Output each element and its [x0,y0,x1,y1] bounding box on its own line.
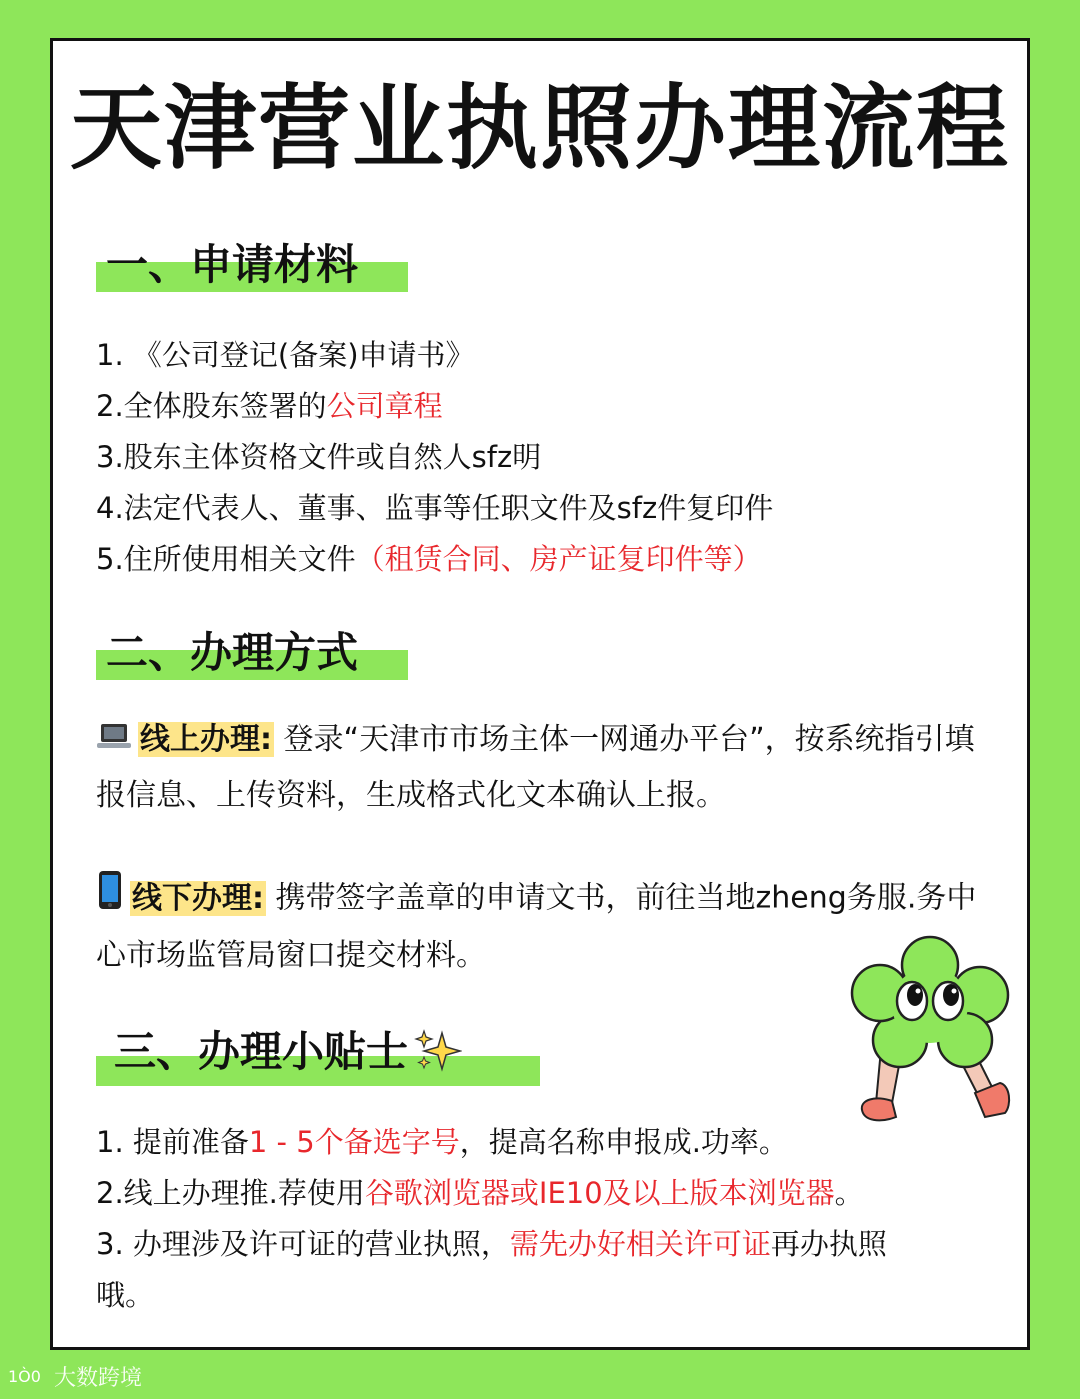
section-heading-text: 二、办理方式 [106,628,359,677]
sparkles-icon [414,1029,462,1080]
list-item: 哦。 [96,1278,155,1312]
watermark-logo-icon [8,1365,48,1393]
list-item: 4.法定代表人、董事、监事等任职文件及sfz件复印件 [96,491,774,525]
list-item: 3. 办理涉及许可证的营业执照，需先办好相关许可证再办执照 [96,1227,887,1261]
section-heading-methods [96,620,416,680]
section-heading-tips [96,1026,546,1086]
section-heading-text: 一、申请材料 [106,240,359,289]
online-text: 登录“天津市市场主体一网通办平台”，按系统指引填报信息、上传资料，生成格式化文本确认上报。 [96,722,975,813]
page-title: 天津营业执照办理流程 [69,75,1010,182]
list-item: 1. 提前准备1 - 5个备选字号，提高名称申报成.功率。 [96,1125,788,1159]
list-item: 2.全体股东签署的公司章程 [96,389,443,423]
materials-list [96,330,773,585]
list-item: 3.股东主体资格文件或自然人sfz明 [96,440,542,474]
list-item: 5.住所使用相关文件（租赁合同、房产证复印件等） [96,542,762,576]
offline-label: 线下办理: [132,880,264,916]
mobile-phone-icon [96,870,124,928]
section-heading-text: 三、办理小贴士 [114,1027,409,1076]
flower-mascot-illustration [840,935,1020,1140]
list-item: 2.线上办理推.荐使用谷歌浏览器或IE10及以上版本浏览器。 [96,1176,864,1210]
laptop-icon [96,713,132,768]
online-label: 线上办理: [140,722,272,757]
online-method [96,712,996,823]
watermark: 1Ò0 大数跨境 [8,1366,143,1391]
tips-list [96,1117,887,1321]
list-item: 1. 《公司登记(备案)申请书》 [96,338,475,372]
svg-text:1Ò0: 1Ò0 [8,1367,41,1386]
offline-text: 携带签字盖章的申请文书，前往当地zheng务服.务中心市场监管局窗口提交材料。 [96,880,977,973]
section-heading-materials [96,232,416,292]
